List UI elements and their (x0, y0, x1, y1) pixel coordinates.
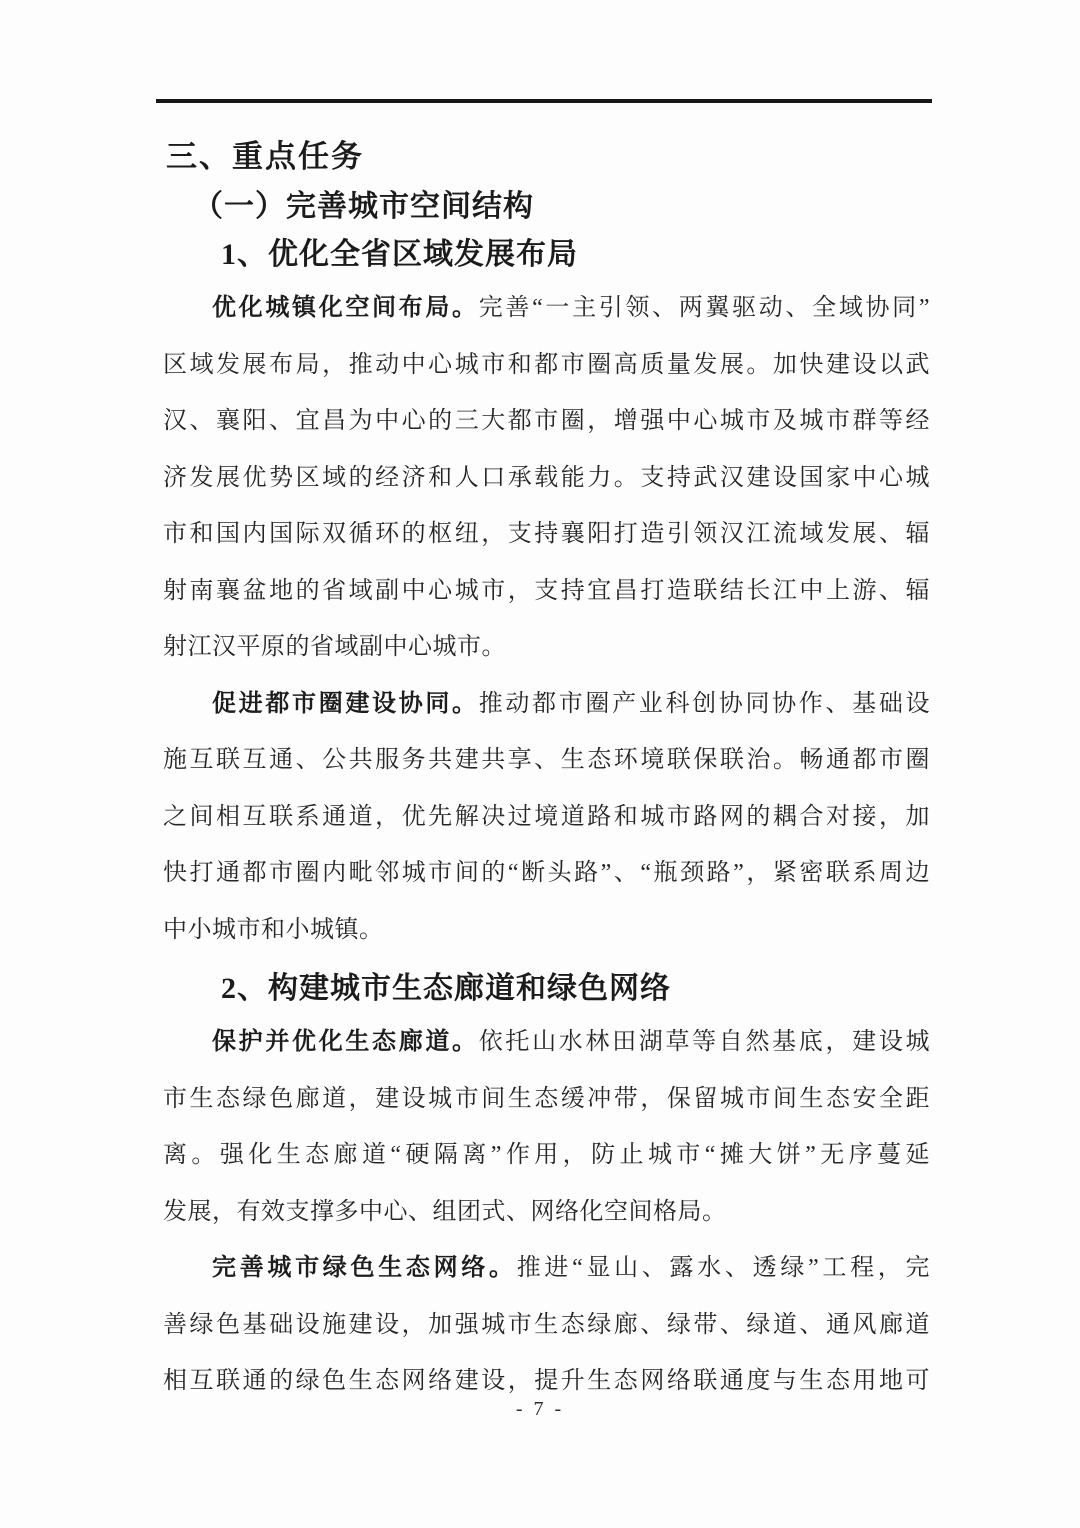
document-blocks (163, 140, 930, 1410)
paragraph (163, 676, 930, 959)
text-line: 相互联通的绿色生态网络建设，提升生态网络联通度与生态用地可 (163, 1368, 930, 1394)
paragraph (163, 1240, 930, 1410)
text-line: 快打通都市圈内毗邻城市间的“断头路”、“瓶颈路”，紧密联系周边 (163, 860, 930, 886)
text-line: 区域发展布局，推动中心城市和都市圈高质量发展。加快建设以武 (163, 351, 930, 378)
text-line: 之间相互联系通道，优先解决过境道路和城市路网的耦合对接，加 (163, 803, 930, 830)
header-rule (156, 99, 932, 103)
paragraph (163, 1014, 930, 1240)
text-line: 市和国内国际双循环的枢纽，支持襄阳打造引领汉江流域发展、辐 (163, 521, 930, 547)
text-line: 善绿色基础设施建设，加强城市生态绿廊、绿带、绿道、通风廊道 (163, 1311, 930, 1338)
heading-h3: 2、构建城市生态廊道和绿色网络 (221, 972, 671, 1005)
text-line: 汉、襄阳、宜昌为中心的三大都市圈，增强中心城市及城市群等经 (163, 408, 930, 434)
text-line: 济发展优势区域的经济和人口承载能力。支持武汉建设国家中心城 (163, 464, 930, 491)
text-line: 完善城市绿色生态网络。推进“显山、露水、透绿”工程，完 (212, 1255, 930, 1281)
paragraph (163, 280, 930, 676)
text-line: 中小城市和小城镇。 (163, 916, 384, 943)
heading-h2: （一）完善城市空间结构 (193, 190, 534, 223)
bold-lead: 优化城镇化空间布局。 (212, 295, 479, 321)
document-body (163, 0, 930, 1410)
text-line: 优化城镇化空间布局。完善“一主引领、两翼驱动、全域协同” (212, 295, 931, 321)
text-line: 射江汉平原的省域副中心城市。 (163, 634, 506, 660)
text-line: 离。强化生态廊道“硬隔离”作用，防止城市“摊大饼”无序蔓延 (163, 1142, 930, 1168)
heading-h1: 三、重点任务 (166, 139, 364, 174)
text-line: 发展，有效支撑多中心、组团式、网络化空间格局。 (163, 1198, 727, 1225)
text-line: 促进都市圈建设协同。推动都市圈产业科创协同协作、基础设 (212, 690, 931, 717)
heading-h3: 1、优化全省区域发展布局 (221, 238, 578, 271)
text-line: 射南襄盆地的省域副中心城市，支持宜昌打造联结长江中上游、辐 (163, 577, 930, 604)
page-number: - 7 - (515, 1398, 565, 1420)
text-line: 施互联互通、公共服务共建共享、生态环境联保联治。畅通都市圈 (163, 747, 930, 773)
text-line: 保护并优化生态廊道。依托山水林田湖草等自然基底，建设城 (212, 1029, 931, 1055)
bold-lead: 完善城市绿色生态网络。 (212, 1255, 517, 1281)
bold-lead: 保护并优化生态廊道。 (212, 1029, 479, 1055)
text-line: 市生态绿色廊道，建设城市间生态缓冲带，保留城市间生态安全距 (163, 1085, 930, 1112)
bold-lead: 促进都市圈建设协同。 (212, 690, 479, 717)
